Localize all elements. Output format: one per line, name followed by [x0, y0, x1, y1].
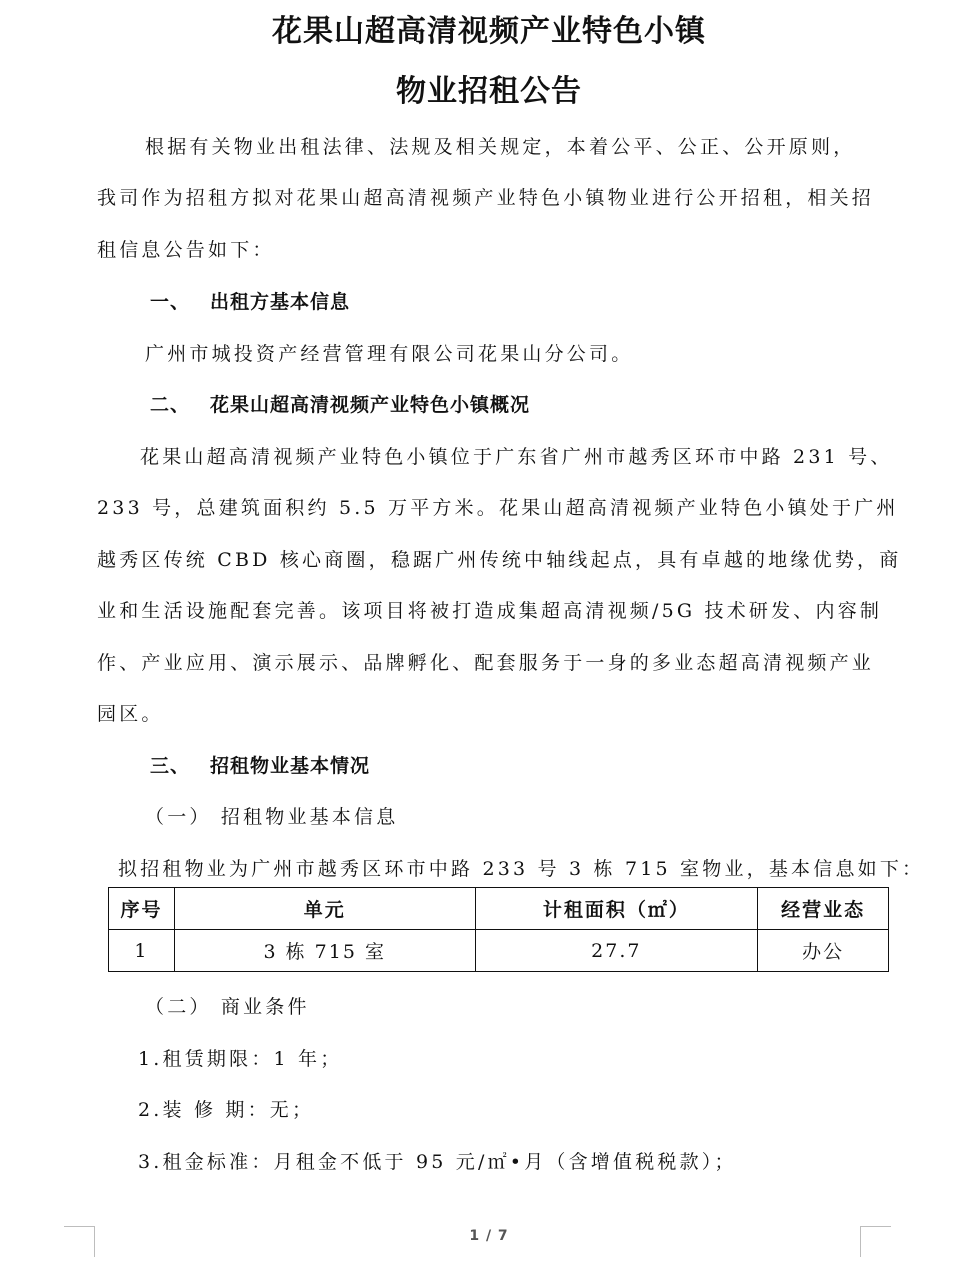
- section1-heading: [150, 288, 350, 316]
- section3-heading: [150, 752, 370, 780]
- section2-line-2: 233 号，总建筑面积约 5.5 万平方米。花果山超高清视频产业特色小镇处于广州: [97, 497, 899, 519]
- section3-sub1-intro: 拟招租物业为广州市越秀区环市中路 233 号 3 栋 715 室物业，基本信息如下：: [118, 858, 925, 880]
- section3-number: 三、: [150, 755, 191, 777]
- table-header-cell: 序号: [109, 888, 175, 930]
- condition-1: 1.租赁期限：1 年；: [138, 1048, 343, 1070]
- section2-title: 花果山超高清视频产业特色小镇概况: [210, 394, 531, 416]
- section2-line-3: 越秀区传统 CBD 核心商圈，稳踞广州传统中轴线起点，具有卓越的地缘优势，商: [97, 549, 902, 571]
- section3-sub2-heading: （二） 商业条件: [145, 996, 310, 1018]
- intro-line-1: 根据有关物业出租法律、法规及相关规定，本着公平、公正、公开原则，: [145, 136, 856, 158]
- table-header-cell: 计租面积（㎡）: [475, 888, 758, 930]
- document-title-line1: 花果山超高清视频产业特色小镇: [272, 14, 706, 49]
- section1-body: 广州市城投资产经营管理有限公司花果山分公司。: [145, 343, 634, 365]
- section3-title: 招租物业基本情况: [210, 755, 371, 777]
- table-header-cell: 单元: [174, 888, 475, 930]
- property-info-table: [108, 887, 889, 972]
- intro-line-2: 我司作为招租方拟对花果山超高清视频产业特色小镇物业进行公开招租，相关招: [97, 187, 875, 209]
- table-header-row: [109, 888, 889, 930]
- section2-line-1: 花果山超高清视频产业特色小镇位于广东省广州市越秀区环市中路 231 号、: [140, 446, 893, 468]
- section2-line-5: 作、产业应用、演示展示、品牌孵化、配套服务于一身的多业态超高清视频产业: [97, 652, 875, 674]
- page-number: 1 / 7: [469, 1228, 509, 1244]
- section2-heading: [150, 391, 530, 419]
- document-title-line2: 物业招租公告: [396, 74, 582, 109]
- intro-line-3: 租信息公告如下：: [97, 239, 275, 261]
- condition-3: 3.租金标准：月租金不低于 95 元/㎡•月（含增值税税款）；: [138, 1151, 737, 1173]
- section3-sub1-heading: （一） 招租物业基本信息: [145, 806, 399, 828]
- table-cell: 办公: [758, 930, 889, 972]
- section2-number: 二、: [150, 394, 191, 416]
- section2-line-6: 园区。: [97, 703, 164, 725]
- table-cell: 1: [109, 930, 175, 972]
- table-header-cell: 经营业态: [758, 888, 889, 930]
- section1-number: 一、: [150, 291, 191, 313]
- section1-title: 出租方基本信息: [210, 291, 351, 313]
- condition-2: 2.装 修 期：无；: [138, 1099, 315, 1121]
- section2-line-4: 业和生活设施配套完善。该项目将被打造成集超高清视频/5G 技术研发、内容制: [97, 600, 883, 622]
- table-cell: 27.7: [475, 930, 758, 972]
- table-cell: 3 栋 715 室: [174, 930, 475, 972]
- table-row: [109, 930, 889, 972]
